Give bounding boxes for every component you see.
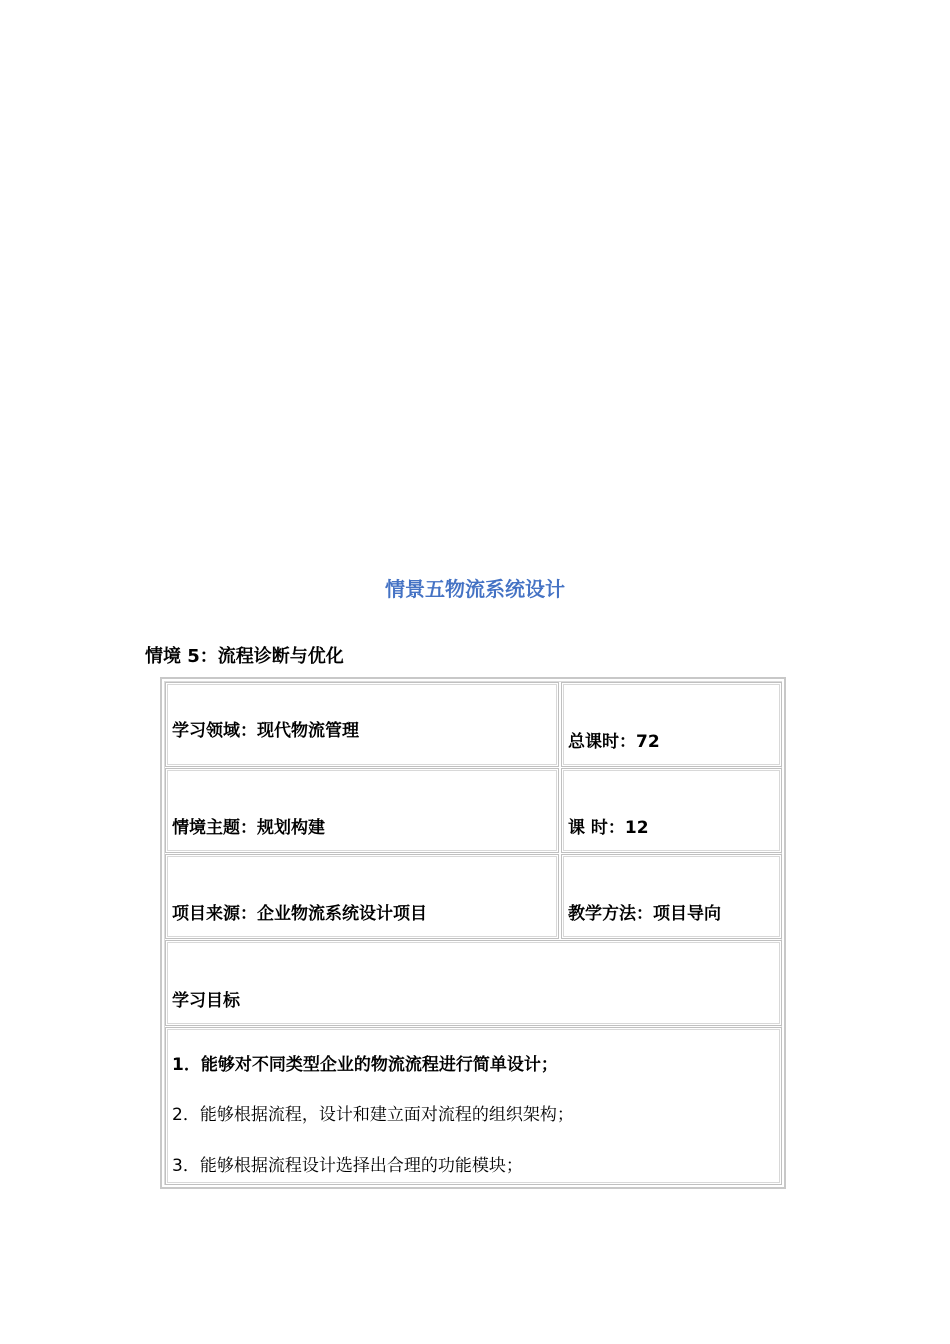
cell-teaching-method	[561, 854, 782, 939]
goal-item: 2．能够根据流程，设计和建立面对流程的组织架构；	[172, 1105, 574, 1125]
goals-header-text: 学习目标	[172, 991, 240, 1011]
section-subtitle: 情境 5：流程诊断与优化	[145, 646, 344, 667]
teaching-method-text: 教学方法：项目导向	[568, 904, 721, 924]
learning-field-text: 学习领域：现代物流管理	[172, 721, 359, 741]
cell-learning-field	[165, 682, 559, 767]
theme-text: 情境主题：规划构建	[172, 818, 325, 838]
goal-item: 3．能够根据流程设计选择出合理的功能模块；	[172, 1156, 523, 1176]
cell-total-hours	[561, 682, 782, 767]
goal-item: 1．能够对不同类型企业的物流流程进行简单设计；	[172, 1055, 558, 1075]
course-table	[160, 677, 786, 1189]
cell-goals-list	[165, 1027, 782, 1185]
total-hours-text: 总课时：72	[568, 732, 660, 752]
cell-hours	[561, 768, 782, 853]
document-title: 情景五物流系统设计	[385, 577, 565, 601]
cell-project-source	[165, 854, 559, 939]
cell-goals-header	[165, 940, 782, 1026]
project-source-text: 项目来源：企业物流系统设计项目	[172, 904, 427, 924]
hours-text: 课 时：12	[568, 818, 649, 838]
cell-theme	[165, 768, 559, 853]
